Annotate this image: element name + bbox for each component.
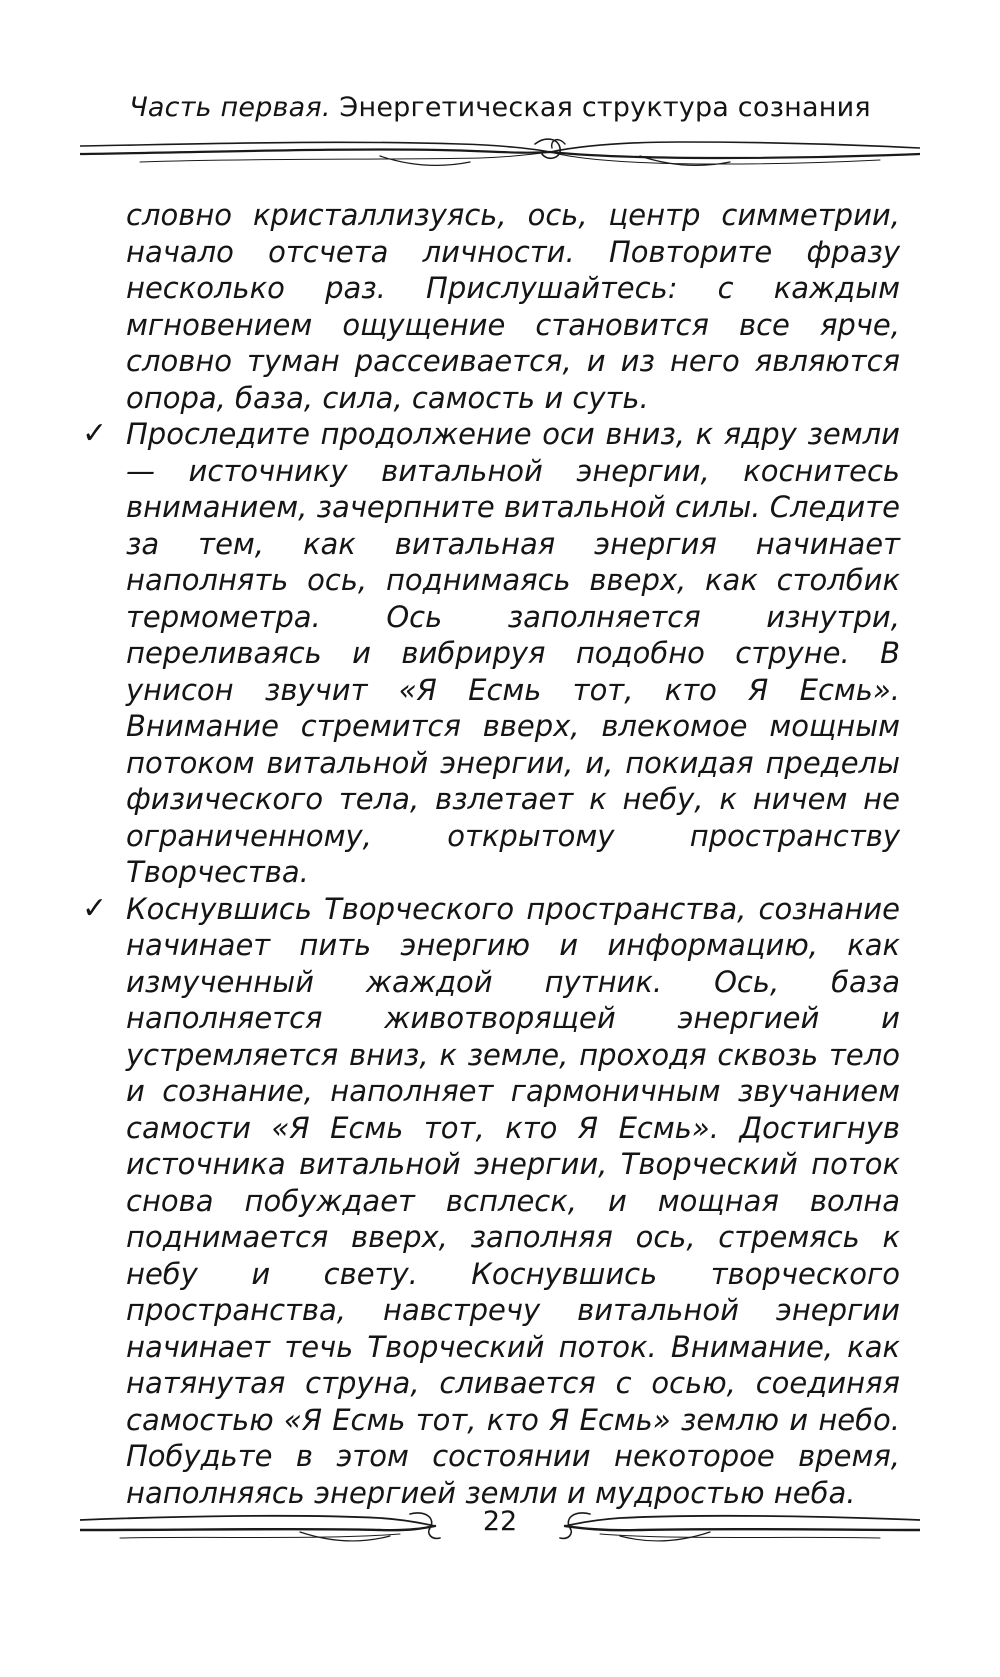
paragraph-text: Коснувшись Творческого пространства, сознание начинает пить энергию и информацию, как измученный жаждой путник. Ось, база наполняется животворящей энергией и устремляется вниз, к земле, проходя сквозь тело и сознание, наполняет гармоничным звучанием самости «Я Есмь тот, кто Я Есмь». Достигнув источника витальной энергии, Творческий поток снова побуждает всплеск, и мощная волна поднимается вверх, заполняя ось, стремясь к небу и свету. Коснувшись творческого пространства, навстречу витальной энергии начинает течь Творческий поток. Внимание, как натянутая струна, сливается с осью, соединяя самостью «Я Есмь тот, кто Я Есмь» землю и небо. Побудьте в этом состоянии некоторое время, наполняясь энергией земли и мудростью неба. xyxy=(126,891,900,1510)
checkmark-icon: ✓ xyxy=(82,416,108,451)
header-ornament xyxy=(80,132,920,172)
running-head xyxy=(0,92,1000,123)
checklist-item xyxy=(82,416,900,891)
chapter-title: Энергетическая структура сознания xyxy=(339,92,871,123)
paragraph-text: Проследите продолжение оси вниз, к ядру земли — источнику витальной энергии, коснитесь вниманием, зачерпните витальной силы. Следите за тем, как витальная энергия начинает наполнять ось, поднимаясь вверх, как столбик термометра. Ось заполняется изнутри, переливаясь и вибрируя подобно струне. В унисон звучит «Я Есмь тот, кто Я Есмь». Внимание стремится вверх, влекомое мощным потоком витальной энергии, и, покидая пределы физического тела, взлетает к небу, к ничем не ограниченному, открытому пространству Творчества. xyxy=(126,417,900,889)
checklist-item xyxy=(82,890,900,1512)
page-number: 22 xyxy=(482,1506,518,1537)
header-flourish-icon xyxy=(80,132,920,172)
part-label: Часть первая. xyxy=(129,92,331,123)
main-text xyxy=(82,197,900,1511)
paragraph-text: словно кристаллизуясь, ось, центр симметрии, начало отсчета личности. Повторите фразу несколько раз. Прислушайтесь: с каждым мгновением ощущение становится все ярче, словно туман рассеивается, и из него являются опора, база, сила, самость и суть. xyxy=(126,198,900,415)
checkmark-icon: ✓ xyxy=(82,890,108,926)
paragraph-continuation xyxy=(126,197,900,416)
